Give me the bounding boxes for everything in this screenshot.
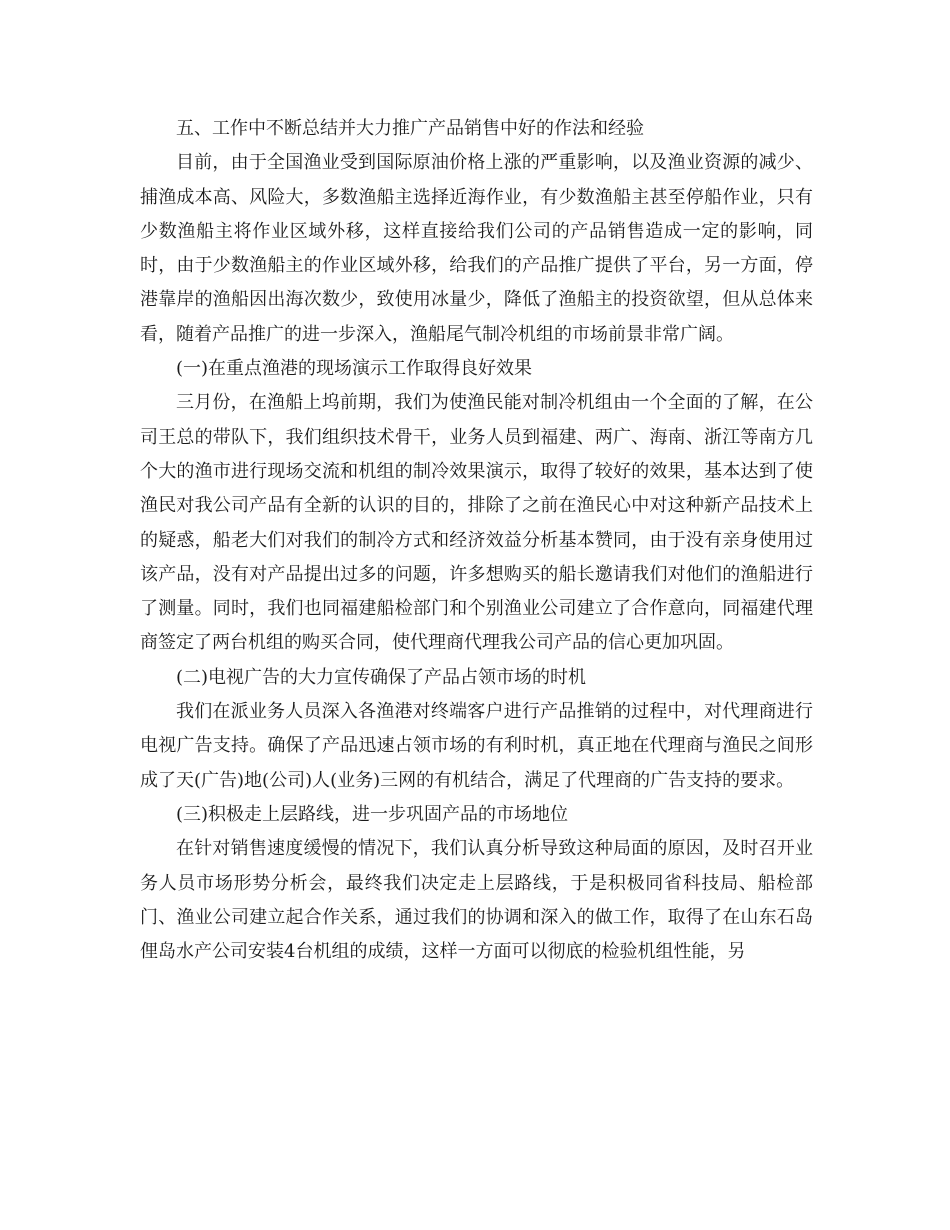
body-paragraph: 三月份，在渔船上坞前期，我们为使渔民能对制冷机组由一个全面的了解，在公司王总的带队下，我们组织技术骨干，业务人员到福建、两广、海南、浙江等南方几个大的渔市进行现场交流和机组的制冷效果演示，取得了较好的效果，基本达到了使渔民对我公司产品有全新的认识的目的，排除了之前在渔民心中对这种新产品技术上的疑惑，船老大们对我们的制冷方式和经济效益分析基本赞同，由于没有亲身使用过该产品，没有对产品提出过多的问题，许多想购买的船长邀请我们对他们的渔船进行了测量。同时，我们也同福建船检部门和个别渔业公司建立了合作意向，同福建代理商签定了两台机组的购买合同，使代理商代理我公司产品的信心更加巩固。	[140, 392, 813, 654]
subsection-heading: (三)积极走上层路线，进一步巩固产品的市场地位	[176, 803, 569, 825]
body-paragraph: 我们在派业务人员深入各渔港对终端客户进行产品推销的过程中，对代理商进行电视广告支持。确保了产品迅速占领市场的有利时机，真正地在代理商与渔民之间形成了天(广告)地(公司)人(业务)三网的有机结合，满足了代理商的广告支持的要求。	[140, 701, 813, 791]
body-paragraph: 在针对销售速度缓慢的情况下，我们认真分析导致这种局面的原因，及时召开业务人员市场形势分析会，最终我们决定走上层路线，于是积极同省科技局、船检部门、渔业公司建立起合作关系，通过我们的协调和深入的做工作，取得了在山东石岛俚岛水产公司安装4台机组的成绩，这样一方面可以彻底的检验机组性能，另	[140, 838, 813, 963]
section-heading: 五、工作中不断总结并大力推广产品销售中好的作法和经验	[176, 118, 644, 139]
body-paragraph: 目前，由于全国渔业受到国际原油价格上涨的严重影响，以及渔业资源的减少、捕渔成本高、风险大，多数渔船主选择近海作业，有少数渔船主甚至停船作业，只有少数渔船主将作业区域外移，这样直接给我们公司的产品销售造成一定的影响，同时，由于少数渔船主的作业区域外移，给我们的产品推广提供了平台，另一方面，停港靠岸的渔船因出海次数少，致使用冰量少，降低了渔船主的投资欲望，但从总体来看，随着产品推广的进一步深入，渔船尾气制冷机组的市场前景非常广阔。	[140, 152, 813, 345]
subsection-heading: (一)在重点渔港的现场演示工作取得良好效果	[176, 358, 533, 380]
document-body	[140, 112, 813, 969]
subsection-heading: (二)电视广告的大力宣传确保了产品占领市场的时机	[176, 666, 587, 688]
